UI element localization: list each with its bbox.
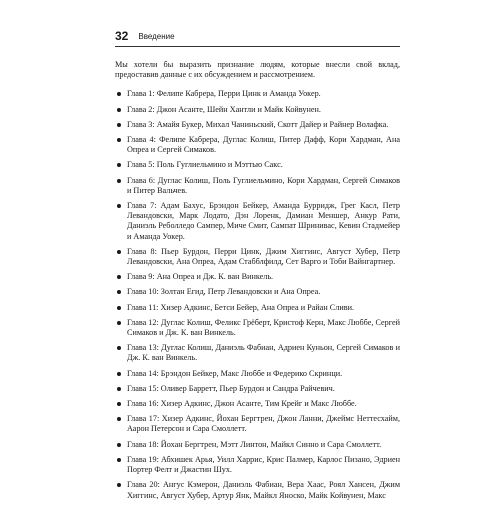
list-item [115, 247, 400, 267]
list-item-text: Глава 5: Поль Гуглиельмино и Мэттью Сакс. [127, 160, 283, 170]
bullet-icon [117, 458, 121, 462]
bullet-icon [117, 372, 121, 376]
bullet-icon [117, 92, 121, 96]
list-item-text: Глава 4: Фелипе Кабрера, Дуглас Колиш, Питер Дафф, Кори Хардман, Ана Опреа и Сергей Симаков. [127, 135, 400, 155]
list-item-text: Глава 8: Пьер Бурдон, Перри Цинк, Джим Хиггинс, Август Хубер, Петр Левандовски, Ана Опреа, Адам Стабблфилд, Сет Варго и Тоби Вайнгартнер. [127, 246, 400, 267]
bullet-icon [117, 321, 121, 325]
bullet-icon [117, 108, 121, 112]
list-item-text: Глава 13: Дуглас Колиш, Даниэль Фабиан, Адриен Куньон, Сергей Симаков и Дж. К. ван Винкель. [127, 343, 400, 363]
list-item [115, 89, 400, 99]
list-item [115, 455, 400, 475]
list-item-text: Глава 18: Йохан Бергтрен, Мэтт Линтон, Майкл Синно и Сара Смоллетт. [127, 439, 382, 449]
list-item [115, 480, 400, 500]
list-item-text: Глава 20: Ангус Кэмерон, Даниэль Фабиан, Вера Хаас, Роял Хансен, Джим Хиггинс, Август Хубер, Артур Янк, Майкл Яноско, Майк Койвунен, Макс [127, 480, 400, 500]
list-item-text: Глава 9: Ана Опреа и Дж. К. ван Винкель. [127, 272, 274, 282]
bullet-icon [117, 204, 121, 208]
list-item-text: Глава 14: Брэндон Бейкер, Макс Люббе и Федерико Скринци. [127, 368, 343, 378]
bullet-icon [117, 443, 121, 447]
list-item [115, 384, 400, 394]
list-item-text: Глава 2: Джон Асанте, Шейн Хантли и Майк Койвунен. [127, 104, 321, 114]
page-number: 32 [115, 29, 129, 43]
list-item-text: Глава 7: Адам Бахус, Брэндон Бейкер, Аманда Бурридж, Грег Касл, Петр Левандовски, Марк Лодато, Дэн Лоренк, Дамиан Меншер, Анкур Рати, Даниэль Реболледо Сампер, Миче Смит, Сампат Шриниваc, Кевин Стадмейер и Аманда Уокер. [127, 201, 401, 241]
list-item [115, 369, 400, 379]
bullet-icon [117, 138, 121, 142]
page-body [115, 60, 400, 506]
list-item [115, 160, 400, 170]
list-item-text: Глава 3: Амайя Букер, Михал Чаниньский, Скотт Дайер и Райнер Волафка. [127, 119, 389, 129]
list-item-text: Глава 12: Дуглас Колиш, Феликс Грёберт, Кристоф Керн, Макс Люббе, Сергей Симаков и Дж. К. ван Винкель. [127, 317, 400, 338]
bullet-icon [117, 275, 121, 279]
bullet-icon [117, 483, 121, 487]
running-header [115, 28, 400, 47]
section-title: Введение [138, 32, 175, 41]
bullet-icon [117, 290, 121, 294]
list-item [115, 120, 400, 130]
bullet-icon [117, 346, 121, 350]
list-item [115, 343, 400, 363]
bullet-icon [117, 417, 121, 421]
list-item [115, 135, 400, 155]
bullet-icon [117, 250, 121, 254]
bullet-icon [117, 163, 121, 167]
list-item [115, 440, 400, 450]
list-item-text: Глава 1: Фелипе Кабрера, Перри Цинк и Аманда Уокер. [127, 89, 321, 99]
list-item-text: Глава 16: Хизер Адкинс, Джон Асанте, Тим Крейг и Макс Люббе. [127, 399, 357, 409]
chapter-acknowledgements-list [115, 89, 400, 500]
bullet-icon [117, 306, 121, 310]
list-item-text: Глава 10: Золтан Егид, Петр Левандовски и Ана Опреа. [127, 287, 321, 297]
list-item-text: Глава 17: Хизер Адкинс, Йохан Бергтрен, Джон Ланни, Джеймс Неттесхайм, Аарон Петерсон и Сара Смоллетт. [127, 414, 400, 434]
list-item [115, 414, 400, 434]
bullet-icon [117, 123, 121, 127]
list-item [115, 176, 400, 196]
list-item [115, 105, 400, 115]
list-item [115, 318, 400, 338]
intro-paragraph: Мы хотели бы выразить признание людям, которые внесли свой вклад, предоставив данные с их обсуждением и рассмотрением. [115, 60, 400, 80]
list-item [115, 303, 400, 313]
list-item-text: Глава 11: Хизер Адкинс, Бетси Бейер, Ана Опреа и Райан Сливи. [127, 302, 355, 312]
list-item [115, 287, 400, 297]
list-item [115, 201, 400, 242]
list-item-text: Глава 19: Абхишек Арья, Уилл Харрис, Крис Палмер, Карлос Пизано, Эдриен Портер Фелт и Джастин Шух. [127, 454, 400, 475]
list-item-text: Глава 15: Оливер Барретт, Пьер Бурдон и Сандра Райчевич. [127, 383, 335, 393]
bullet-icon [117, 387, 121, 391]
list-item [115, 399, 400, 409]
bullet-icon [117, 402, 121, 406]
bullet-icon [117, 179, 121, 183]
list-item-text: Глава 6: Дуглас Колиш, Поль Гуглиельмино, Кори Хардман, Сергей Симаков и Питер Вальчев. [127, 175, 400, 195]
list-item [115, 272, 400, 282]
